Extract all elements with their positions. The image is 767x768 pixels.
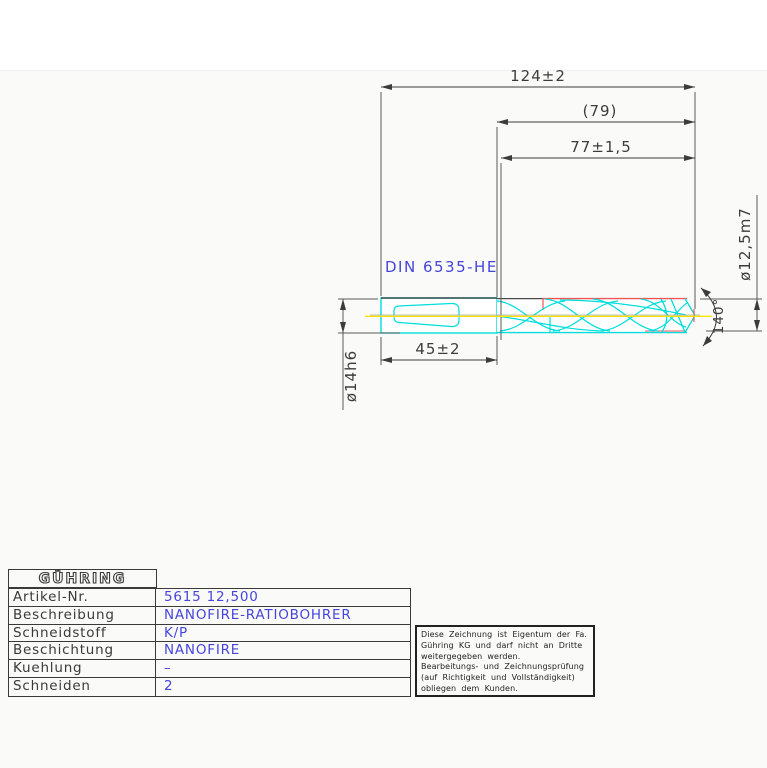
row-value: – [164, 660, 172, 677]
note-line: Diese Zeichnung ist Eigentum der Fa. [421, 630, 588, 639]
row-value: NANOFIRE [164, 642, 241, 659]
brand-logo [8, 569, 157, 588]
table-row [9, 607, 410, 625]
table-row [9, 660, 410, 678]
note-line: weitergegeben werden. [421, 651, 521, 661]
dim-shank-length-label: 45±2 [415, 340, 461, 358]
note-line: Bearbeitungs- und Zeichnungsprüfung [421, 662, 585, 672]
row-label: Schneiden [9, 678, 156, 696]
table-row [9, 589, 410, 607]
row-label: Schneidstoff [9, 625, 156, 642]
brand-logo-text: GÜHRING [38, 570, 127, 587]
row-value: 2 [164, 677, 174, 694]
note-line: (auf Richtigkeit und Vollständigkeit) [421, 673, 575, 683]
din-standard-label: DIN 6535-HE [385, 258, 498, 276]
row-label: Beschichtung [9, 642, 156, 659]
row-value: NANOFIRE-RATIOBOHRER [164, 606, 352, 623]
table-row [9, 642, 410, 660]
title-block-rows [8, 588, 411, 697]
row-value: 5615 12,500 [164, 589, 259, 605]
dim-point-angle-label: 140° [711, 297, 727, 335]
dim-shank-diameter-label: ø14h6 [342, 349, 360, 403]
dim-reference-length-label: (79) [582, 102, 618, 120]
table-row [9, 678, 410, 696]
dim-flute-length-label: 77±1,5 [570, 138, 632, 156]
legal-note-box [415, 625, 595, 697]
note-line: obliegen dem Kunden. [421, 683, 518, 693]
row-label: Artikel-Nr. [9, 589, 156, 606]
table-row [9, 625, 410, 643]
dim-overall-length-label: 124±2 [510, 67, 566, 85]
row-value: K/P [164, 624, 188, 641]
note-line: Gühring KG und darf nicht an Dritte [421, 640, 583, 650]
row-label: Beschreibung [9, 607, 156, 624]
drill-body [381, 298, 695, 333]
extension-lines [338, 92, 762, 410]
flute-body [497, 299, 687, 333]
shank-outline [381, 298, 497, 333]
row-label: Kuehlung [9, 660, 156, 677]
dim-cut-diameter-label: ø12,5m7 [736, 207, 754, 281]
